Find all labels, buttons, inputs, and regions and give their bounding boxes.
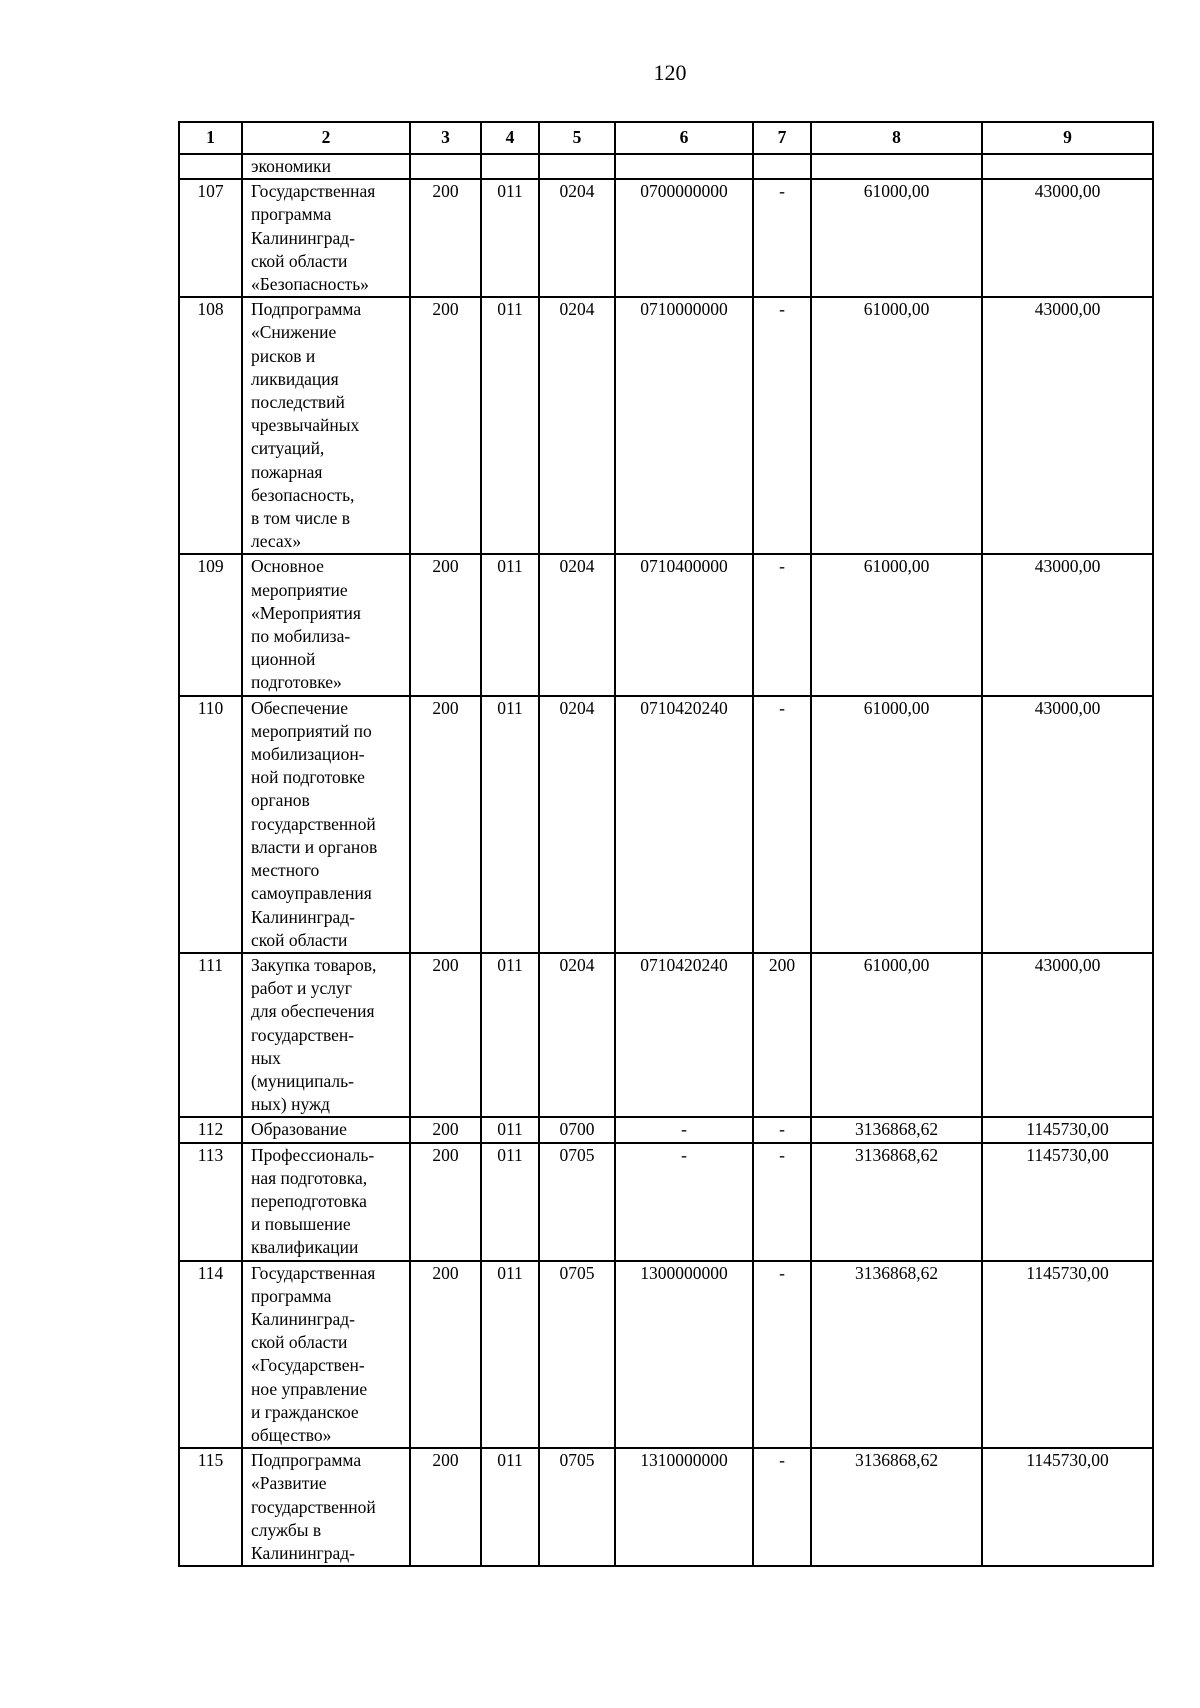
budget-table: [178, 121, 1154, 1567]
table-row: [179, 1117, 1153, 1142]
continuation-row: [179, 154, 1153, 179]
code-col-7: -: [753, 179, 811, 297]
row-number: 110: [179, 696, 242, 953]
row-name: Государственная программа Калининград- ской области «Безопасность»: [242, 179, 410, 297]
row-number: 113: [179, 1143, 242, 1261]
code-col-4: 011: [481, 1143, 539, 1261]
code-col-3: 200: [410, 1448, 481, 1566]
code-col-4: 011: [481, 179, 539, 297]
code-col-7: -: [753, 1261, 811, 1449]
table-row: [179, 179, 1153, 297]
amount-col-8: 3136868,62: [811, 1117, 982, 1142]
code-col-3: 200: [410, 953, 481, 1117]
code-col-4: 011: [481, 1448, 539, 1566]
row-name: Государственная программа Калининград- ской области «Государствен- ное управление и гражданское общество»: [242, 1261, 410, 1449]
code-col-5: 0705: [539, 1143, 615, 1261]
row-name: Основное мероприятие «Мероприятия по мобилиза- ционной подготовке»: [242, 554, 410, 695]
amount-col-9: 43000,00: [982, 179, 1153, 297]
column-header: 4: [481, 122, 539, 154]
amount-col-8: 61000,00: [811, 179, 982, 297]
amount-col-8: 61000,00: [811, 554, 982, 695]
column-header: 5: [539, 122, 615, 154]
code-col-4: 011: [481, 953, 539, 1117]
amount-col-8: 61000,00: [811, 696, 982, 953]
continuation-name: экономики: [242, 154, 410, 179]
code-col-4: 011: [481, 297, 539, 554]
header-row: [179, 122, 1153, 154]
page-number: 120: [653, 60, 687, 85]
column-header: 3: [410, 122, 481, 154]
code-col-7: -: [753, 554, 811, 695]
code-col-7: -: [753, 297, 811, 554]
code-col-3: 200: [410, 297, 481, 554]
code-col-6: 0710420240: [615, 953, 753, 1117]
row-number: 115: [179, 1448, 242, 1566]
code-col-3: 200: [410, 696, 481, 953]
amount-col-8: 61000,00: [811, 953, 982, 1117]
table-row: [179, 554, 1153, 695]
table-row: [179, 1448, 1153, 1566]
code-col-7: -: [753, 1117, 811, 1142]
column-header: 6: [615, 122, 753, 154]
amount-col-8: 3136868,62: [811, 1143, 982, 1261]
code-col-7: 200: [753, 953, 811, 1117]
row-number: 112: [179, 1117, 242, 1142]
code-col-7: -: [753, 696, 811, 953]
row-number: 114: [179, 1261, 242, 1449]
code-col-5: 0705: [539, 1448, 615, 1566]
code-col-3: 200: [410, 179, 481, 297]
code-col-5: 0700: [539, 1117, 615, 1142]
amount-col-9: 43000,00: [982, 953, 1153, 1117]
table-row: [179, 297, 1153, 554]
row-name: Подпрограмма «Снижение рисков и ликвидация последствий чрезвычайных ситуаций, пожарная безопасность, в том числе в лесах»: [242, 297, 410, 554]
code-col-6: -: [615, 1143, 753, 1261]
code-col-4: 011: [481, 1117, 539, 1142]
row-number: 111: [179, 953, 242, 1117]
row-number: 107: [179, 179, 242, 297]
row-name: Профессиональ- ная подготовка, переподготовка и повышение квалификации: [242, 1143, 410, 1261]
code-col-6: 0710400000: [615, 554, 753, 695]
code-col-6: 1300000000: [615, 1261, 753, 1449]
code-col-6: 0710000000: [615, 297, 753, 554]
code-col-6: 0700000000: [615, 179, 753, 297]
table-row: [179, 1143, 1153, 1261]
amount-col-9: 43000,00: [982, 297, 1153, 554]
code-col-4: 011: [481, 1261, 539, 1449]
amount-col-9: 1145730,00: [982, 1448, 1153, 1566]
column-header: 1: [179, 122, 242, 154]
column-header: 7: [753, 122, 811, 154]
table-row: [179, 953, 1153, 1117]
code-col-4: 011: [481, 696, 539, 953]
row-name: Подпрограмма «Развитие государственной службы в Калининград-: [242, 1448, 410, 1566]
code-col-6: 1310000000: [615, 1448, 753, 1566]
amount-col-8: 61000,00: [811, 297, 982, 554]
code-col-3: 200: [410, 1143, 481, 1261]
code-col-5: 0204: [539, 297, 615, 554]
row-name: Закупка товаров, работ и услуг для обеспечения государствен- ных (муниципаль- ных) нужд: [242, 953, 410, 1117]
code-col-7: -: [753, 1448, 811, 1566]
row-number: 109: [179, 554, 242, 695]
code-col-5: 0204: [539, 554, 615, 695]
amount-col-9: 1145730,00: [982, 1143, 1153, 1261]
amount-col-8: 3136868,62: [811, 1261, 982, 1449]
amount-col-8: 3136868,62: [811, 1448, 982, 1566]
code-col-3: 200: [410, 1261, 481, 1449]
row-name: Обеспечение мероприятий по мобилизацион- ной подготовке органов государственной власти и органов местного самоуправления Калининград- ской области: [242, 696, 410, 953]
row-name: Образование: [242, 1117, 410, 1142]
amount-col-9: 1145730,00: [982, 1117, 1153, 1142]
column-header: 8: [811, 122, 982, 154]
code-col-7: -: [753, 1143, 811, 1261]
column-header: 9: [982, 122, 1153, 154]
code-col-5: 0204: [539, 696, 615, 953]
code-col-6: 0710420240: [615, 696, 753, 953]
table-row: [179, 1261, 1153, 1449]
code-col-6: -: [615, 1117, 753, 1142]
code-col-4: 011: [481, 554, 539, 695]
code-col-5: 0204: [539, 953, 615, 1117]
amount-col-9: 43000,00: [982, 696, 1153, 953]
code-col-3: 200: [410, 554, 481, 695]
code-col-5: 0705: [539, 1261, 615, 1449]
code-col-5: 0204: [539, 179, 615, 297]
column-header: 2: [242, 122, 410, 154]
code-col-3: 200: [410, 1117, 481, 1142]
row-number: 108: [179, 297, 242, 554]
table-row: [179, 696, 1153, 953]
amount-col-9: 1145730,00: [982, 1261, 1153, 1449]
amount-col-9: 43000,00: [982, 554, 1153, 695]
